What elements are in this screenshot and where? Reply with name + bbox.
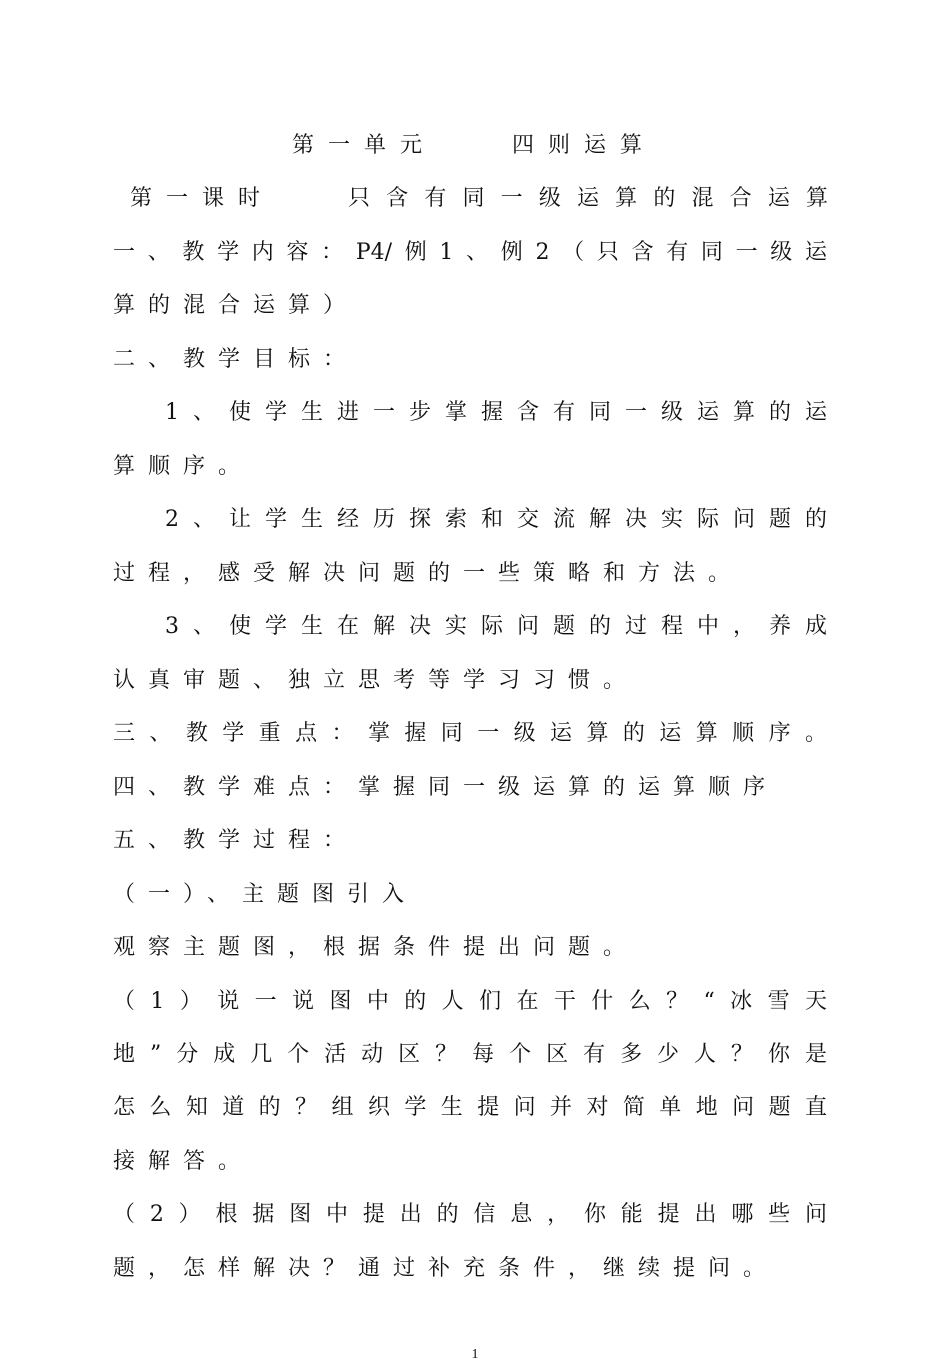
section-heading: 四、教学难点：掌握同一级运算的运算顺序 <box>113 775 779 800</box>
paragraph-line: 一、教学内容：P4/例1、例2（只含有同一级运 <box>113 240 827 265</box>
subsection-heading: （一）、主题图引入 <box>113 882 418 907</box>
paragraph-line: 算的混合运算） <box>113 293 359 318</box>
paragraph-line: 怎么知道的？组织学生提问并对简单地问题直 <box>113 1095 827 1120</box>
paragraph-line: 认真审题、独立思考等学习习惯。 <box>113 668 639 693</box>
paragraph-line: （1）说一说图中的人们在干什么？“冰雪天 <box>113 989 827 1014</box>
paragraph-line: 3、使学生在解决实际问题的过程中，养成 <box>165 614 827 639</box>
unit-title <box>0 131 950 163</box>
paragraph-line: 算顺序。 <box>113 454 254 479</box>
lesson-heading-left: 第一课时 <box>130 186 275 211</box>
paragraph-line: 地”分成几个活动区？每个区有多少人？你是 <box>113 1042 827 1067</box>
paragraph-line: 过程，感受解决问题的一些策略和方法。 <box>113 561 744 586</box>
paragraph-line: 2、让学生经历探索和交流解决实际问题的 <box>165 507 827 532</box>
section-heading: 三、教学重点：掌握同一级运算的运算顺序。 <box>113 721 827 746</box>
unit-title-left: 第一单元 <box>292 133 437 158</box>
paragraph-line: （2）根据图中提出的信息，你能提出哪些问 <box>113 1202 827 1227</box>
paragraph-line: 1、使学生进一步掌握含有同一级运算的运 <box>165 400 827 425</box>
unit-title-right: 四则运算 <box>512 133 657 158</box>
section-heading: 二、教学目标： <box>113 347 359 372</box>
paragraph-line: 题，怎样解决？通过补充条件，继续提问。 <box>113 1256 779 1281</box>
lesson-heading-right: 只含有同一级运算的混合运算 <box>348 186 828 211</box>
paragraph-line: 观察主题图，根据条件提出问题。 <box>113 935 639 960</box>
section-heading: 五、教学过程： <box>113 828 359 853</box>
paragraph-line: 接解答。 <box>113 1149 254 1174</box>
lesson-heading <box>0 184 950 216</box>
page-number: 1 <box>471 1347 479 1362</box>
